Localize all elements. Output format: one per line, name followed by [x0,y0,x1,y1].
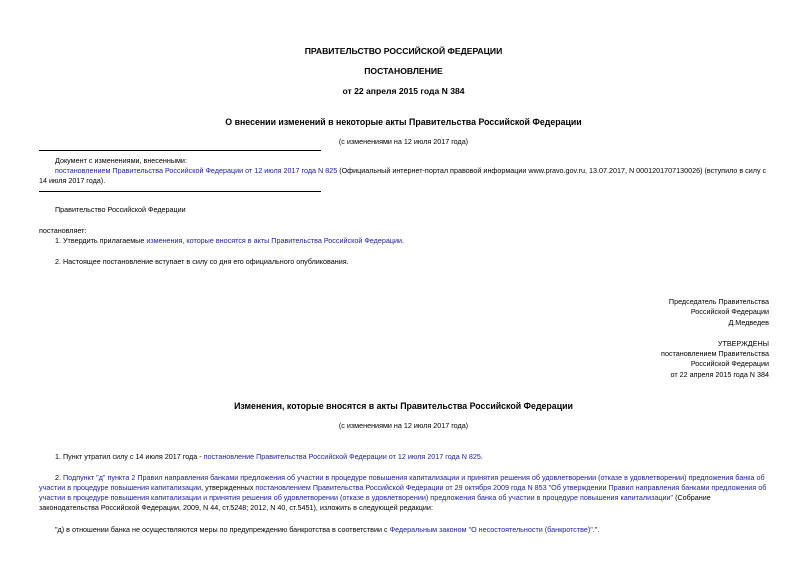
annex-p2-number: 2. [55,473,63,482]
document-type-heading: ПОСТАНОВЛЕНИЕ [364,66,443,76]
annex-link[interactable]: изменения, которые вносятся в акты Правительства Российской Федерации [146,236,402,245]
signature-position: Председатель Правительства [668,297,769,306]
amendment-note-intro: Документ с изменениями, внесенными: [55,156,187,165]
approved-date: от 22 апреля 2015 года N 384 [670,370,769,379]
document-date-number: от 22 апреля 2015 года N 384 [342,86,465,96]
annex-p2-rules-link[interactable]: Подпункт "д" пункта 2 Правил направления банками предложения об участии в процедуре повышения капитализации и принятия решения об удовлетворении (отказе в удовлетворении) предложения банка об участии в процедуре повышения капитализации [39,473,765,492]
amendment-note-tail: (Официальный интернет-портал правовой информации www.pravo.gov.ru, 13.07.2017, N 0001201707130026) (вступило в силу с [337,166,767,175]
signature-country: Российской Федерации [690,307,769,316]
decree-item-2: 2. Настоящее постановление вступает в силу со дня его официального опубликования. [55,257,349,266]
annex-amendment-status: (с изменениями на 12 июля 2017 года) [338,421,469,430]
decree-item-1-prefix: 1. Утвердить прилагаемые [55,236,147,245]
issuer-line: Правительство Российской Федерации [55,205,186,214]
document-title: О внесении изменений в некоторые акты Правительства Российской Федерации [225,117,582,127]
approved-by: постановлением Правительства [661,349,769,358]
annex-paragraph-2 [39,473,769,513]
note-bottom-divider [39,191,321,192]
decree-item-1 [55,236,404,246]
annex-p3-prefix: "д) в отношении банка не осуществляются меры по предупреждению банкротства в соответствии с [55,525,390,534]
government-heading: ПРАВИТЕЛЬСТВО РОССИЙСКОЙ ФЕДЕРАЦИИ [304,46,503,56]
decree-item-1-suffix: . [401,236,404,245]
annex-title: Изменения, которые вносятся в акты Правительства Российской Федерации [234,401,573,411]
annex-p2-tail: (Собрание законодательства Российской Федерации, 2009, N 44, ст.5248; 2012, N 40, ст.5451), изложить в следующей редакции: [39,493,711,512]
annex-p1-suffix: . [480,452,483,461]
amendment-status: (с изменениями на 12 июля 2017 года) [338,137,469,146]
annex-p3-suffix: .". [592,525,600,534]
annex-paragraph-1 [55,452,483,462]
bankruptcy-law-link[interactable]: Федеральным законом "О несостоятельности (банкротстве)" [389,525,593,534]
approved-country: Российской Федерации [690,359,769,368]
annex-p1-prefix: 1. Пункт утратил силу с 14 июля 2017 года - [55,452,204,461]
decrees-line: постановляет: [39,226,87,235]
annex-p2-mid: , утвержденных [201,483,256,492]
annex-paragraph-3 [55,525,599,535]
annex-p1-link[interactable]: постановление Правительства Российской Федерации от 12 июля 2017 года N 825 [203,452,481,461]
annex-p2-decree-link[interactable]: постановлением Правительства Российской Федерации от 29 октября 2009 года N 853 "Об утверждении Правил направления банками предложения об участии в процедуре повышения капитализации и принятия решения об удовлетворении (отказе в удовлетворении) предложения банка об участии в процедуре повышения капитализации" [39,483,767,502]
amendment-source-link[interactable]: постановлением Правительства Российской Федерации от 12 июля 2017 года N 825 [55,166,338,175]
signature-name: Д.Медведев [728,318,769,327]
amendment-note-line [55,166,771,176]
amendment-note-tail-2: 14 июля 2017 года). [39,176,106,185]
approved-label: УТВЕРЖДЕНЫ [717,339,769,348]
note-top-divider [39,150,321,151]
